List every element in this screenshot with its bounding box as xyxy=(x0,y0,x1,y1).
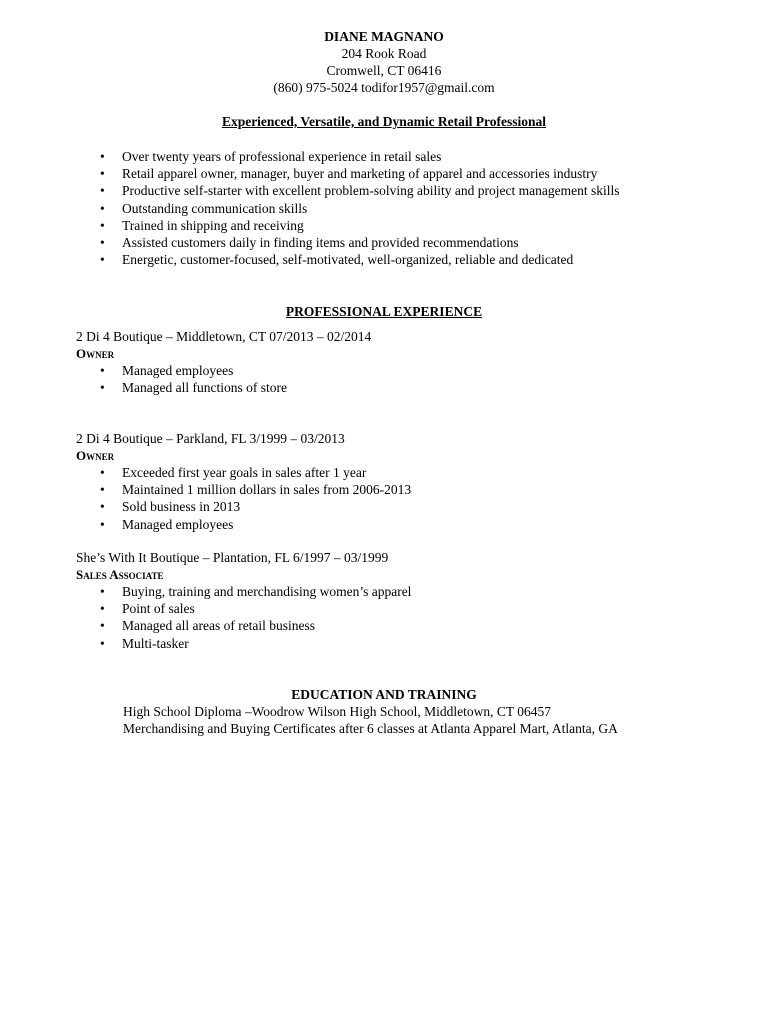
education-item: Merchandising and Buying Certificates after 6 classes at Atlanta Apparel Mart, Atlanta, GA xyxy=(123,721,618,736)
job-duty: • Managed all functions of store xyxy=(76,379,716,396)
contact-line: (860) 975-5024 todifor1957@gmail.com xyxy=(273,80,495,95)
job-duty: • Maintained 1 million dollars in sales from 2006-2013 xyxy=(76,481,716,498)
summary-item: • Trained in shipping and receiving xyxy=(76,217,716,234)
education-item: High School Diploma –Woodrow Wilson High School, Middletown, CT 06457 xyxy=(123,704,551,719)
address-line-1: 204 Rook Road xyxy=(341,46,427,61)
job-role: Owner xyxy=(76,448,115,463)
summary-item: • Over twenty years of professional experience in retail sales xyxy=(76,148,716,165)
job-duties-list xyxy=(76,464,716,533)
education-section-title: EDUCATION AND TRAINING xyxy=(291,687,477,702)
job-entry xyxy=(76,430,716,533)
job-duty: • Sold business in 2013 xyxy=(76,498,716,515)
job-role: Owner xyxy=(76,346,115,361)
job-heading: 2 Di 4 Boutique – Parkland, FL 3/1999 – 03/2013 xyxy=(76,431,345,446)
summary-list xyxy=(76,148,716,268)
job-duty: • Managed employees xyxy=(76,362,716,379)
job-duty: • Exceeded first year goals in sales after 1 year xyxy=(76,464,716,481)
experience-section-title: PROFESSIONAL EXPERIENCE xyxy=(285,304,483,319)
summary-item: • Outstanding communication skills xyxy=(76,200,716,217)
summary-item: • Assisted customers daily in finding items and provided recommendations xyxy=(76,234,716,251)
job-entry xyxy=(76,549,716,652)
summary-item: • Retail apparel owner, manager, buyer and marketing of apparel and accessories industry xyxy=(76,165,716,182)
applicant-name: DIANE MAGNANO xyxy=(324,29,444,44)
resume-header xyxy=(0,28,768,96)
job-heading: She’s With It Boutique – Plantation, FL 6/1997 – 03/1999 xyxy=(76,550,389,565)
job-duty: • Managed employees xyxy=(76,516,716,533)
resume-tagline: Experienced, Versatile, and Dynamic Retail Professional xyxy=(221,114,547,129)
job-duties-list xyxy=(76,583,716,652)
job-duty: • Multi-tasker xyxy=(76,635,716,652)
summary-item: • Productive self-starter with excellent problem-solving ability and project management skills xyxy=(76,182,716,199)
job-duty: • Managed all areas of retail business xyxy=(76,617,716,634)
summary-item: • Energetic, customer-focused, self-motivated, well-organized, reliable and dedicated xyxy=(76,251,716,268)
job-duties-list xyxy=(76,362,716,396)
education-list xyxy=(123,703,723,737)
address-line-2: Cromwell, CT 06416 xyxy=(326,63,442,78)
job-heading: 2 Di 4 Boutique – Middletown, CT 07/2013 – 02/2014 xyxy=(76,329,372,344)
job-role: Sales Associate xyxy=(76,567,164,582)
job-duty: • Buying, training and merchandising women’s apparel xyxy=(76,583,716,600)
job-duty: • Point of sales xyxy=(76,600,716,617)
job-entry xyxy=(76,328,716,396)
